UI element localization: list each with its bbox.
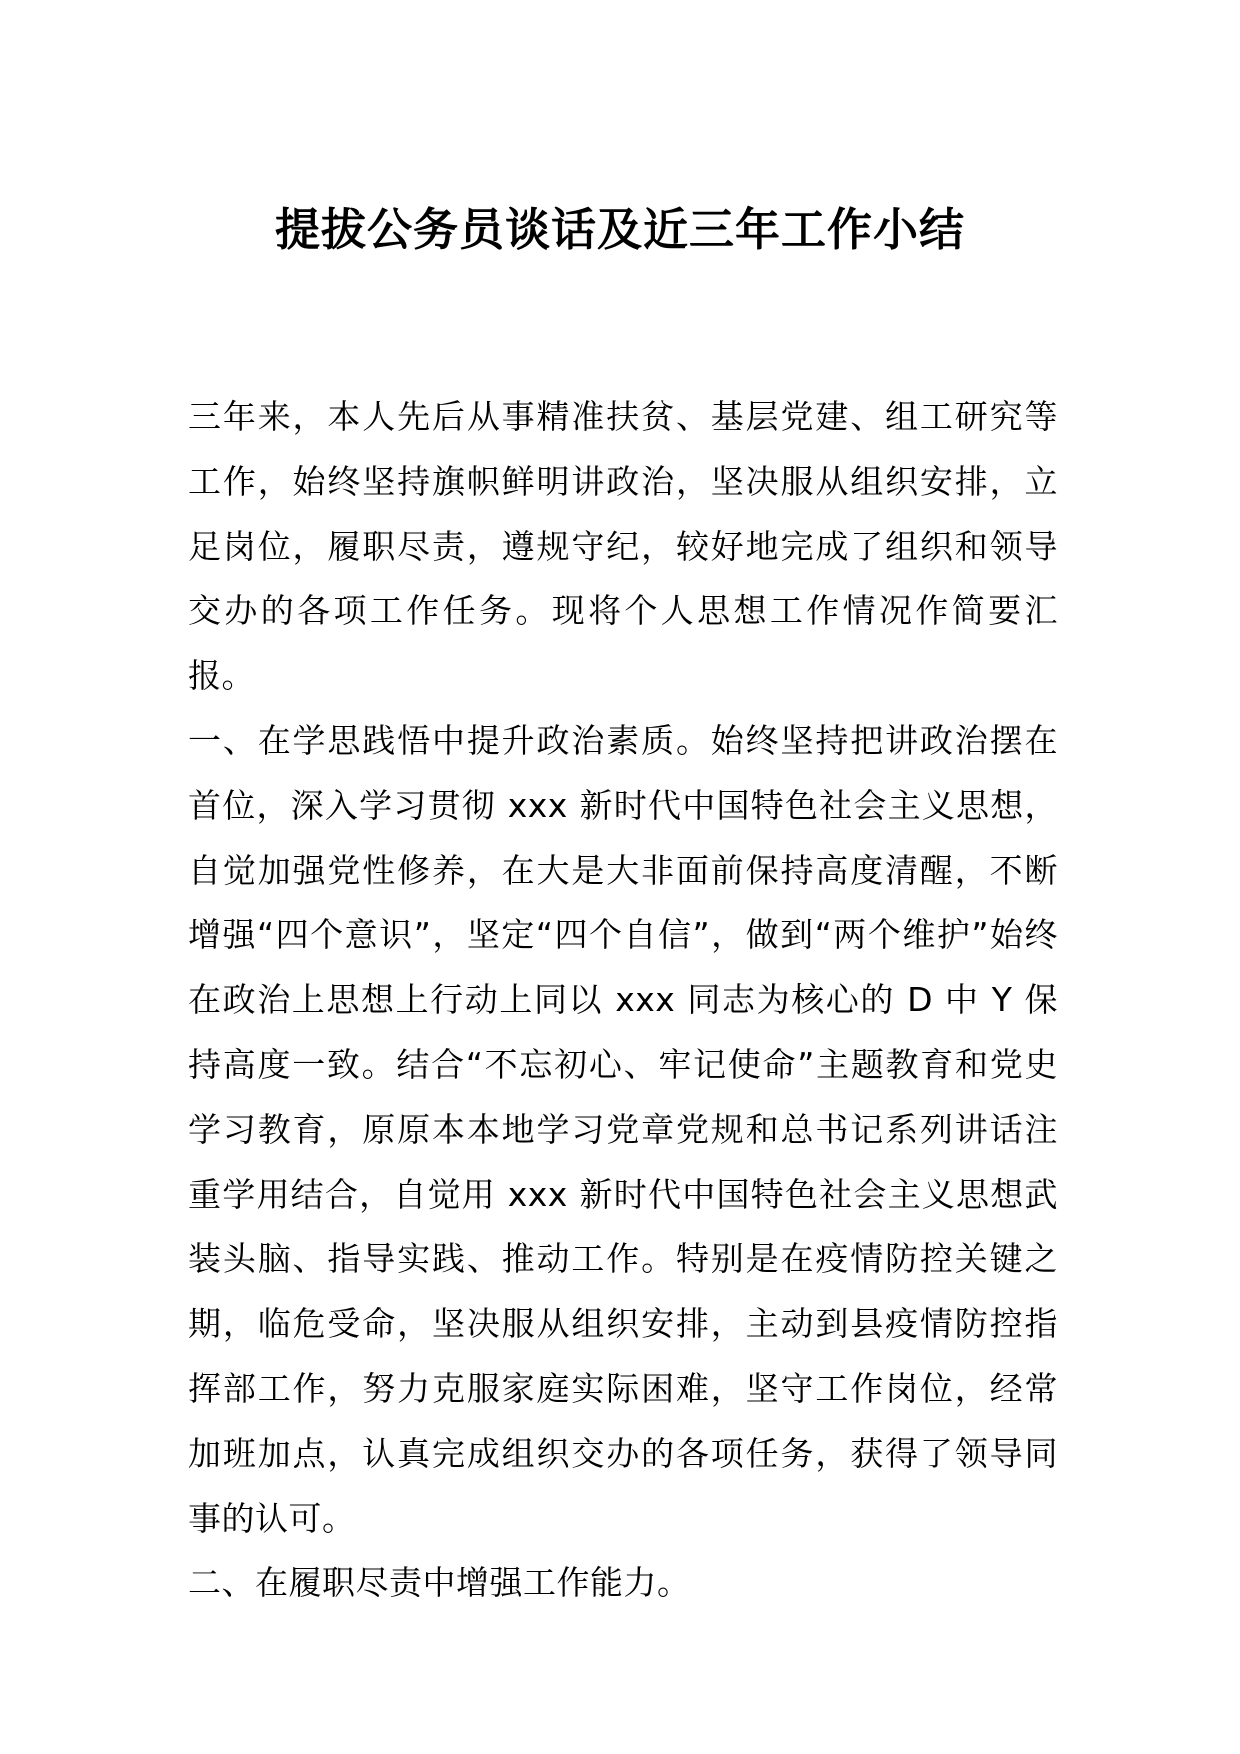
paragraph-intro: 三年来，本人先后从事精准扶贫、基层党建、组工研究等工作，始终坚持旗帜鲜明讲政治，坚决服从组织安排，立足岗位，履职尽责，遵规守纪，较好地完成了组织和领导交办的各项工作任务。现将个人思想工作情况作简要汇报。	[188, 397, 1058, 696]
paragraph-section-two-heading: 二、在履职尽责中增强工作能力。	[188, 1563, 691, 1603]
document-title: 提拔公务员谈话及近三年工作小结	[274, 203, 965, 256]
paragraph-section-one: 一、在学思践悟中提升政治素质。始终坚持把讲政治摆在首位，深入学习贯彻 xxx 新时代中国特色社会主义思想，自觉加强党性修养，在大是大非面前保持高度清醒，不断增强“四个意识”，坚定“四个自信”，做到“两个维护”始终在政治上思想上行动上同以 xxx 同志为核心的 D 中 Y 保持高度一致。结合“不忘初心、牢记使命”主题教育和党史学习教育，原原本本地学习党章党规和总书记系列讲话注重学用结合，自觉用 xxx 新时代中国特色社会主义思想武装头脑、指导实践、推动工作。特别是在疫情防控关键之期，临危受命，坚决服从组织安排，主动到县疫情防控指挥部工作，努力克服家庭实际困难，坚守工作岗位，经常加班加点，认真完成组织交办的各项任务，获得了领导同事的认可。	[188, 720, 1058, 1538]
document-body	[188, 385, 1058, 1616]
